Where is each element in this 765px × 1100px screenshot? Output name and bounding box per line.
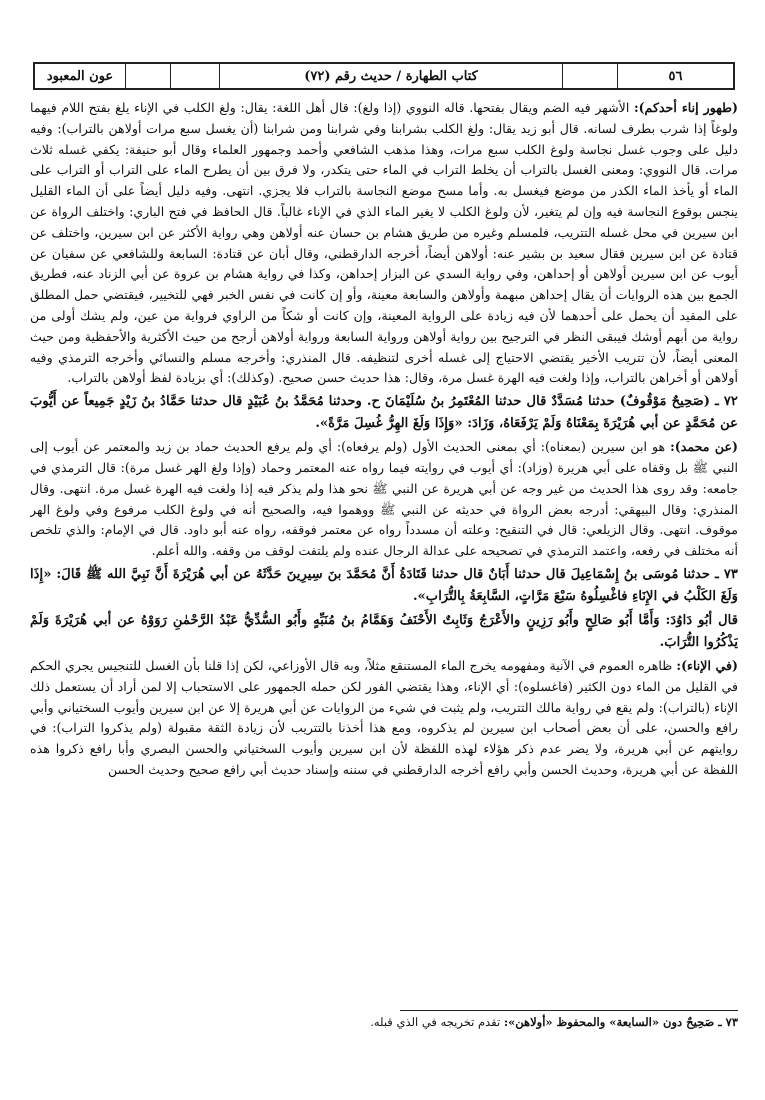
paragraph-text: هو ابن سيرين (بمعناه): أي بمعنى الحديث الأول (ولم يرفعاه): أي ولم يرفع الحديث حماد بن زيد والمعتمر عن أيوب إلى النبي ﷺ بل وقفاه على أبي هريرة (وزاد): أي أيوب في روايته فيما رواه عنه المعتمر وحماد (وإذا ولغ الهر غسل مرة): قال الترمذي في جامعه: وقد روى هذا الحديث من غير وجه عن أبي هريرة عن النبي ﷺ نحو هذا ولم يذكر فيه إذا ولغت فيه الهرة غسل مرة. انتهى. وقال المنذري: وقال البيهقي: أدرجه بعض الرواة في حديثه عن النبي ﷺ ووهموا فيه، والصحيح أنه في ولوغ الكلب مرفوع وفي ولوغ الهر موقوف. انتهى. وقال الزيلعي: قال في التنقيح: وعلته أن مسدداً رواه عن معتمر فوقفه، رواه عنه أبو داود. قال في الإمام: والذي تلخص أنه مختلف في رفعه، واعتمد الترمذي في تصحيحه على عدالة الرجال عنده ولم يلتفت لوقف من وقفه. والله أعلم. [30, 439, 738, 559]
hadith-text: وَأَمَّا أَبُو صَالِحٍ وأَبُو رَزِينٍ والأَعْرَجُ وَثَابِتٌ الأَحْنَفُ وَهَمَّامُ بنُ مُنَبِّهٍ وأَبُو السُّدِّيُّ عَبْدُ الرَّحْمٰنِ رَوَوْهُ عن أبي هُرَيْرَةَ وَلَمْ يَذْكُرُوا التُّرَابَ. [30, 612, 738, 650]
paragraph-text: ظاهره العموم في الآنية ومفهومه يخرج الماء المستنقع مثلاً، وبه قال الأوزاعي، لكن إذا قلنا بأن الغسل للتنجيس يجري الحكم في القليل من الماء دون الكثير (فاغسلوه): أي الإناء، وهذا يقتضي الفور لكن حمله الجمهور على الاستحباب إلا لمن أراد أن يستعمل ذلك الإناء (بالتراب): ولم يقع في رواية مالك التتريب، ولم يثبت في شيء من الروايات عن أبي هريرة إلا عن ابن سيرين وأيوب السختياني وأبي رافع والحسن، على أن بعض أصحاب ابن سيرين لم يذكروه، ومع هذا أخذنا بالتتريب لأن زيادة الثقة مقبولة (ولم يذكروا التراب): في روايتهم عن أبي هريرة، ولا يضر عدم ذكر هؤلاء لهذه اللفظة لأن ابن سيرين وأيوب السختياني والحسن البصري وأبا رافع ذكروا هذه اللفظة عن أبي هريرة، وحديث الحسن وأبي رافع أخرجه الدارقطني في سننه وإسناد حديث أبي رافع صحيح وحديث الحسن [30, 657, 738, 777]
page-body [30, 98, 738, 1010]
hadith-number: ٧٢ ـ (صَحِيحٌ مَوْقُوفٌ) [619, 394, 738, 410]
hadith-number: ٧٣ ـ [715, 566, 738, 582]
page-header [33, 62, 735, 90]
commentary-paragraph [30, 656, 738, 781]
commentary-paragraph [30, 437, 738, 562]
header-cell-blank [171, 64, 220, 88]
footnote-text: تقدم تخريجه في الذي قبله. [370, 1015, 504, 1029]
paragraph-lead: (عن محمد): [670, 439, 738, 455]
chapter-title: كتاب الطهارة / حديث رقم (٧٢) [220, 64, 563, 88]
header-cell-blank [563, 64, 618, 88]
footnote-lead: ٧٣ ـ صَحِيحٌ دون «السابعة» والمحفوظ «أولاهن»: [503, 1015, 738, 1029]
paragraph-text: الأشهر فيه الضم ويقال بفتحها. قاله النووي (إذا ولغ): قال أهل اللغة: يقال: ولغ الكلب في الإناء يلغ بفتح اللام فيهما ولوغاً إذا شرب بطرف لسانه. قال أبو زيد يقال: ولغ الكلب بشرابنا وفي شرابنا ومن شرابنا (أن يغسل سبع مرات أولاهن بالتراب): وفيه دليل على وجوب غسل نجاسة ولوغ الكلب سبع مرات، وهذا مذهب الشافعي وأحمد وجمهور العلماء وقال أبو حنيفة: يكفي غسله ثلاث مرات. قال النووي: ومعنى الغسل بالتراب أن يخلط التراب في الماء حتى يتكدر، ولا فرق بين أن يطرح الماء على التراب أو التراب على الماء أو يأخذ الماء الكدر من موضع فيغسل به. وأما مسح موضع النجاسة بالتراب فلا يجزي. انتهى. وفيه دليل أيضاً على أن الماء القليل ينجس بوقوع النجاسة فيه وإن لم يتغير، لأن ولوغ الكلب لا يغير الماء الذي في الإناء غالباً. قال الحافظ في فتح الباري: واختلف الرواة عن ابن سيرين في محل غسله التتريب، فلمسلم وغيره من طريق هشام بن حسان عنه أولاهن وهي رواية الأكثر عن ابن سيرين، واختلف عن قتادة عن ابن سيرين فقال سعيد بن بشير عنه: أولاهن أيضاً، أخرجه الدارقطني، وقال أبان عن قتادة: السابعة وللشافعي عن سفيان عن أيوب عن ابن سيرين أولاهن أو إحداهن، وفي رواية السدي عن البزار إحداهن، وكذا في رواية هشام بن عروة عن أبي الزناد عنه، فطريق الجمع بين هذه الروايات أن يقال إحداهن مبهمة وأولاهن والسابعة معينة، وأو إن كانت في نفس الخبر فهي للتخيير، فيقتضي حمل المطلق على المقيد أن يحمل على أحدهما لأن فيه زيادة على الرواية المعينة، وإن كانت أو شكاً من الراوي فرواية من عين، ولم يشك أولى من رواية من أبهم أوشك فيبقى النظر في الترجيح بين رواية أولاهن ورواية السابعة ورواية أولاهن أرجح من حيث الأكثرية والأحفظية ومن حيث المعنى أيضاً، لأن تتريب الأخير يقتضي الاحتياج إلى غسله أخرى لتنظيفه. قال المنذري: وأخرجه مسلم والنسائي وأخرجه الترمذي وفيه أولاهن أو أخراهن بالتراب، وإذا ولغت فيه الهرة غسل مرة، وقال: هذا حديث حسن صحيح. (وكذلك): أي بزيادة لفظ أولاهن بالتراب. [30, 100, 738, 386]
footnote [30, 1014, 738, 1030]
header-cell-blank [126, 64, 171, 88]
commentary-paragraph [30, 98, 738, 389]
page-number: ٥٦ [668, 68, 683, 84]
hadith-text: حدثنا مُسَدَّدٌ قال حدثنا المُعْتَمِرُ بنُ سُلَيْمَانَ ح. وحدثنا مُحَمَّدُ بنُ عُبَيْدٍ قال حدثنا حَمَّادُ بنُ زَيْدٍ جَمِيعاً عن أَيُّوبَ عن مُحَمَّدٍ عن أبي هُرَيْرَةَ بِمَعْنَاهُ وَلَمْ يَرْفَعَاهُ، وَزَادَ: «وَإِذَا وَلَغَ الهِرُّ غُسِلَ مَرَّةً». [30, 394, 738, 432]
hadith-lead: قال أبُو دَاوُدَ: [665, 612, 738, 628]
abu-dawud-note [30, 610, 738, 654]
hadith-text: حدثنا مُوسَى بنُ إِسْمَاعِيلَ قال حدثنا أَبَانٌ قال حدثنا قَتَادَةُ أَنَّ مُحَمَّدَ بنَ سِيرِينَ حَدَّثَهُ عن أبي هُرَيْرَةَ أَنَّ نَبِيَّ الله ﷺ قَالَ: «إِذَا وَلَغَ الكَلْبُ في الإِنَاءِ فاغْسِلُوهُ سَبْعَ مَرَّاتٍ، السَّابِعَةُ بِالتُّرَابِ». [30, 566, 738, 604]
footnote-divider [400, 1010, 738, 1011]
hadith-73 [30, 564, 738, 608]
hadith-72 [30, 391, 738, 435]
book-name: عون المعبود [35, 64, 126, 88]
paragraph-lead: (في الإناء): [676, 657, 738, 673]
paragraph-lead: (طهور إناء أحدكم): [633, 100, 738, 115]
